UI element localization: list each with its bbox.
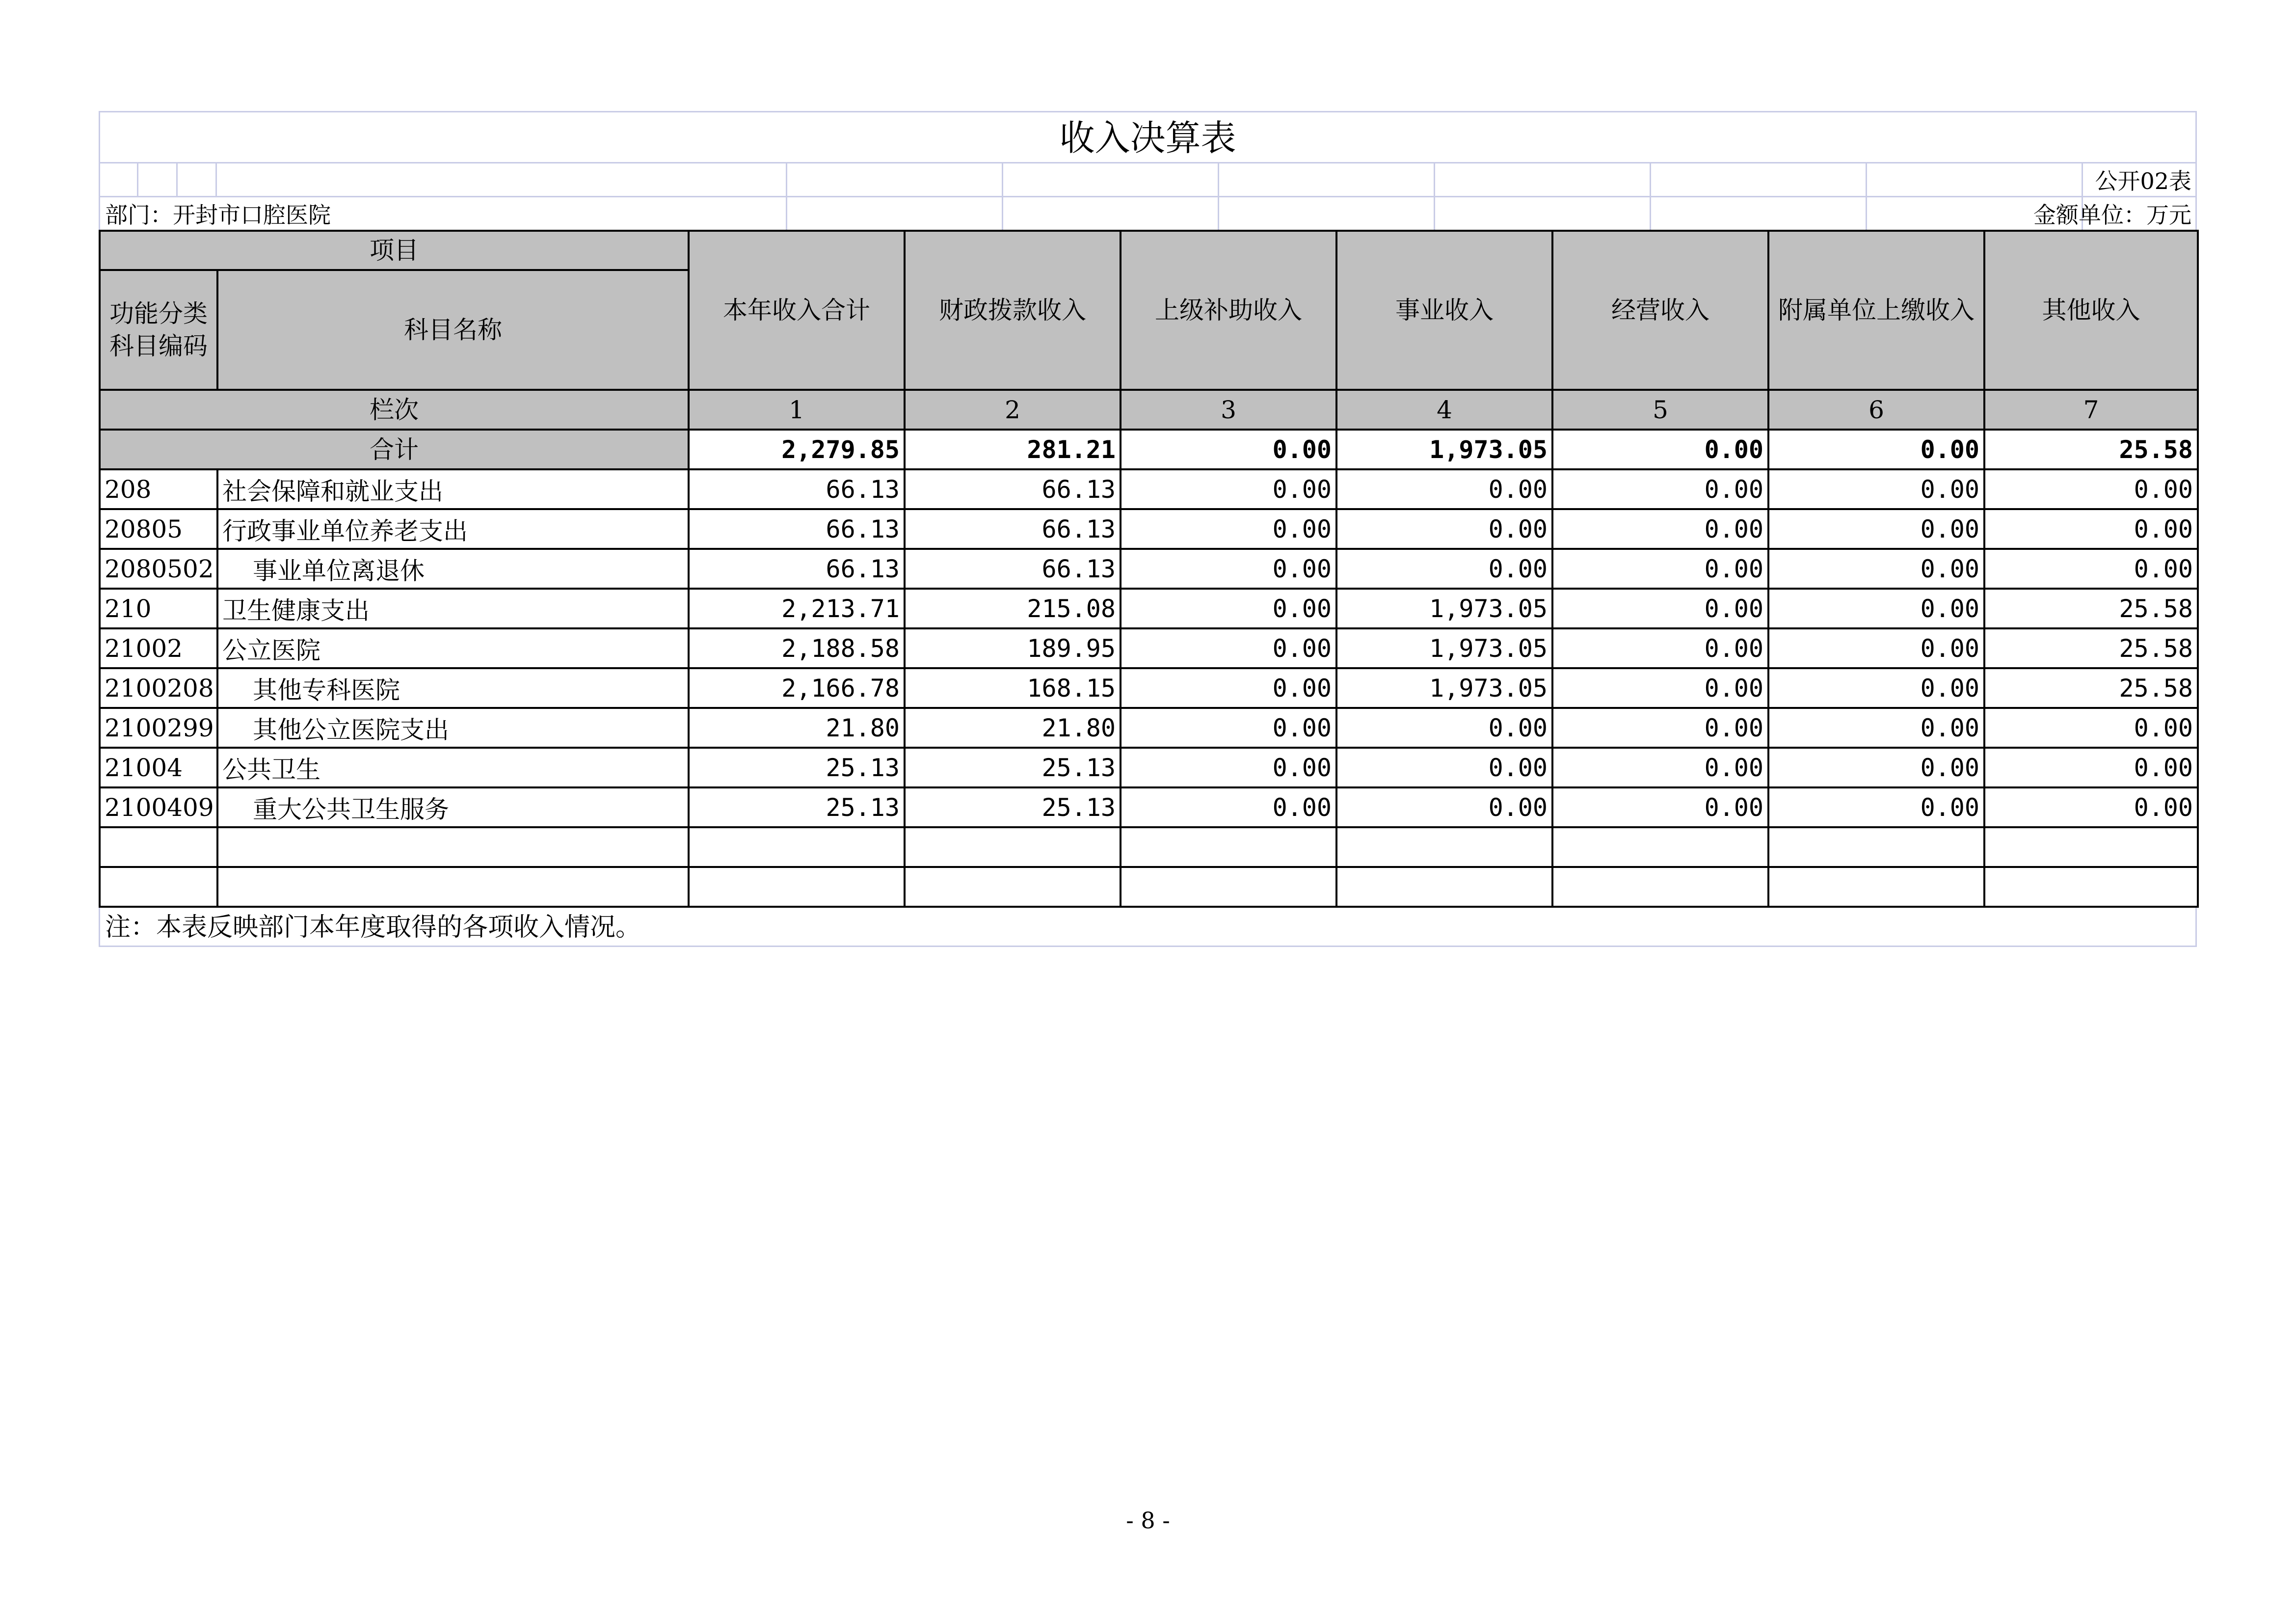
empty-cell	[1984, 827, 2198, 867]
row-value: 1,973.05	[1336, 628, 1552, 668]
column-number: 7	[1984, 390, 2198, 430]
page-number: - 8 -	[1126, 1507, 1170, 1534]
row-value: 25.58	[1984, 628, 2198, 668]
row-value: 0.00	[1552, 668, 1768, 708]
empty-cell	[100, 867, 217, 907]
row-value: 0.00	[1768, 509, 1984, 549]
row-value: 0.00	[1121, 509, 1336, 549]
row-value: 66.13	[689, 469, 905, 509]
department-label: 部门：开封市口腔医院	[105, 202, 331, 228]
table-row	[100, 628, 2198, 668]
row-value: 0.00	[1552, 549, 1768, 589]
column-number: 6	[1768, 390, 1984, 430]
row-name: 社会保障和就业支出	[217, 469, 689, 509]
row-value: 66.13	[905, 509, 1121, 549]
row-value: 21.80	[905, 708, 1121, 748]
table-title: 收入决算表	[99, 111, 2197, 162]
row-value: 0.00	[1121, 708, 1336, 748]
row-code: 2100299	[100, 708, 217, 748]
table-row	[100, 549, 2198, 589]
row-value: 0.00	[1768, 549, 1984, 589]
empty-cell	[1552, 867, 1768, 907]
row-value: 2,188.58	[689, 628, 905, 668]
row-value: 0.00	[1121, 469, 1336, 509]
row-value: 0.00	[1552, 509, 1768, 549]
empty-cell	[1768, 827, 1984, 867]
row-name: 事业单位离退休	[217, 549, 689, 589]
header-col-1: 本年收入合计	[689, 231, 905, 390]
row-name: 其他专科医院	[217, 668, 689, 708]
row-value: 66.13	[905, 549, 1121, 589]
row-value: 0.00	[1552, 787, 1768, 827]
row-value: 0.00	[1336, 708, 1552, 748]
total-label: 合计	[100, 430, 689, 469]
empty-cell	[689, 827, 905, 867]
row-name: 卫生健康支出	[217, 589, 689, 628]
table-row	[100, 469, 2198, 509]
row-value: 0.00	[1121, 549, 1336, 589]
header-col-5: 经营收入	[1552, 231, 1768, 390]
total-value: 25.58	[1984, 430, 2198, 469]
row-name: 公共卫生	[217, 748, 689, 787]
row-code: 2080502	[100, 549, 217, 589]
total-value: 0.00	[1121, 430, 1336, 469]
row-value: 0.00	[1336, 509, 1552, 549]
column-row-label: 栏次	[100, 390, 689, 430]
row-value: 168.15	[905, 668, 1121, 708]
column-number: 3	[1121, 390, 1336, 430]
unit-label: 金额单位：万元	[2033, 202, 2191, 228]
row-value: 215.08	[905, 589, 1121, 628]
row-value: 25.58	[1984, 668, 2198, 708]
row-value: 0.00	[1768, 708, 1984, 748]
row-code: 2100409	[100, 787, 217, 827]
row-name: 公立医院	[217, 628, 689, 668]
header-project: 项目	[100, 231, 689, 270]
column-number: 5	[1552, 390, 1768, 430]
row-value: 0.00	[1121, 748, 1336, 787]
column-number: 4	[1336, 390, 1552, 430]
row-value: 66.13	[905, 469, 1121, 509]
row-value: 0.00	[1984, 708, 2198, 748]
column-number: 1	[689, 390, 905, 430]
empty-cell	[1336, 827, 1552, 867]
empty-cell	[1121, 867, 1336, 907]
row-value: 0.00	[1552, 589, 1768, 628]
row-value: 0.00	[1768, 628, 1984, 668]
header-col-3: 上级补助收入	[1121, 231, 1336, 390]
row-value: 0.00	[1336, 748, 1552, 787]
row-value: 0.00	[1552, 748, 1768, 787]
table-number: 公开02表	[2095, 168, 2191, 194]
empty-row	[100, 827, 2198, 867]
row-value: 0.00	[1768, 589, 1984, 628]
total-value: 1,973.05	[1336, 430, 1552, 469]
row-value: 0.00	[1984, 469, 2198, 509]
header-code: 功能分类科目编码	[100, 270, 217, 390]
row-name: 行政事业单位养老支出	[217, 509, 689, 549]
row-code: 20805	[100, 509, 217, 549]
table-number-row	[99, 162, 2197, 196]
table-row	[100, 668, 2198, 708]
row-value: 0.00	[1984, 748, 2198, 787]
row-value: 0.00	[1336, 549, 1552, 589]
row-value: 0.00	[1984, 509, 2198, 549]
empty-cell	[689, 867, 905, 907]
header-col-7: 其他收入	[1984, 231, 2198, 390]
total-value: 0.00	[1552, 430, 1768, 469]
row-value: 25.13	[689, 748, 905, 787]
row-code: 210	[100, 589, 217, 628]
row-value: 25.13	[905, 748, 1121, 787]
row-value: 25.13	[905, 787, 1121, 827]
empty-cell	[905, 867, 1121, 907]
row-name: 其他公立医院支出	[217, 708, 689, 748]
row-value: 0.00	[1336, 787, 1552, 827]
row-code: 21004	[100, 748, 217, 787]
row-value: 1,973.05	[1336, 668, 1552, 708]
empty-cell	[905, 827, 1121, 867]
row-value: 66.13	[689, 509, 905, 549]
row-value: 2,213.71	[689, 589, 905, 628]
empty-cell	[1768, 867, 1984, 907]
empty-cell	[1336, 867, 1552, 907]
income-table	[99, 230, 2199, 908]
row-value: 0.00	[1121, 787, 1336, 827]
row-value: 1,973.05	[1336, 589, 1552, 628]
table-note: 注：本表反映部门本年度取得的各项收入情况。	[99, 908, 2197, 947]
department-row	[99, 196, 2197, 230]
row-value: 0.00	[1768, 469, 1984, 509]
empty-cell	[1121, 827, 1336, 867]
empty-cell	[1984, 867, 2198, 907]
row-code: 208	[100, 469, 217, 509]
total-value: 0.00	[1768, 430, 1984, 469]
table-row	[100, 589, 2198, 628]
row-value: 66.13	[689, 549, 905, 589]
row-value: 0.00	[1336, 469, 1552, 509]
table-row	[100, 748, 2198, 787]
row-value: 0.00	[1984, 787, 2198, 827]
empty-cell	[217, 827, 689, 867]
row-value: 0.00	[1984, 549, 2198, 589]
header-col-4: 事业收入	[1336, 231, 1552, 390]
row-value: 0.00	[1121, 628, 1336, 668]
empty-cell	[100, 827, 217, 867]
table-row	[100, 708, 2198, 748]
row-value: 0.00	[1121, 668, 1336, 708]
row-value: 0.00	[1552, 469, 1768, 509]
total-row	[100, 430, 2198, 469]
header-col-2: 财政拨款收入	[905, 231, 1121, 390]
table-row	[100, 787, 2198, 827]
table-row	[100, 509, 2198, 549]
row-value: 0.00	[1552, 628, 1768, 668]
row-value: 25.13	[689, 787, 905, 827]
header-col-6: 附属单位上缴收入	[1768, 231, 1984, 390]
row-value: 0.00	[1121, 589, 1336, 628]
row-value: 21.80	[689, 708, 905, 748]
row-value: 0.00	[1768, 668, 1984, 708]
row-value: 0.00	[1768, 787, 1984, 827]
row-value: 0.00	[1768, 748, 1984, 787]
row-code: 21002	[100, 628, 217, 668]
header-name: 科目名称	[217, 270, 689, 390]
row-value: 2,166.78	[689, 668, 905, 708]
row-name: 重大公共卫生服务	[217, 787, 689, 827]
row-code: 2100208	[100, 668, 217, 708]
row-value: 0.00	[1552, 708, 1768, 748]
column-number: 2	[905, 390, 1121, 430]
empty-cell	[1552, 827, 1768, 867]
empty-cell	[217, 867, 689, 907]
total-value: 2,279.85	[689, 430, 905, 469]
row-value: 189.95	[905, 628, 1121, 668]
total-value: 281.21	[905, 430, 1121, 469]
row-value: 25.58	[1984, 589, 2198, 628]
empty-row	[100, 867, 2198, 907]
